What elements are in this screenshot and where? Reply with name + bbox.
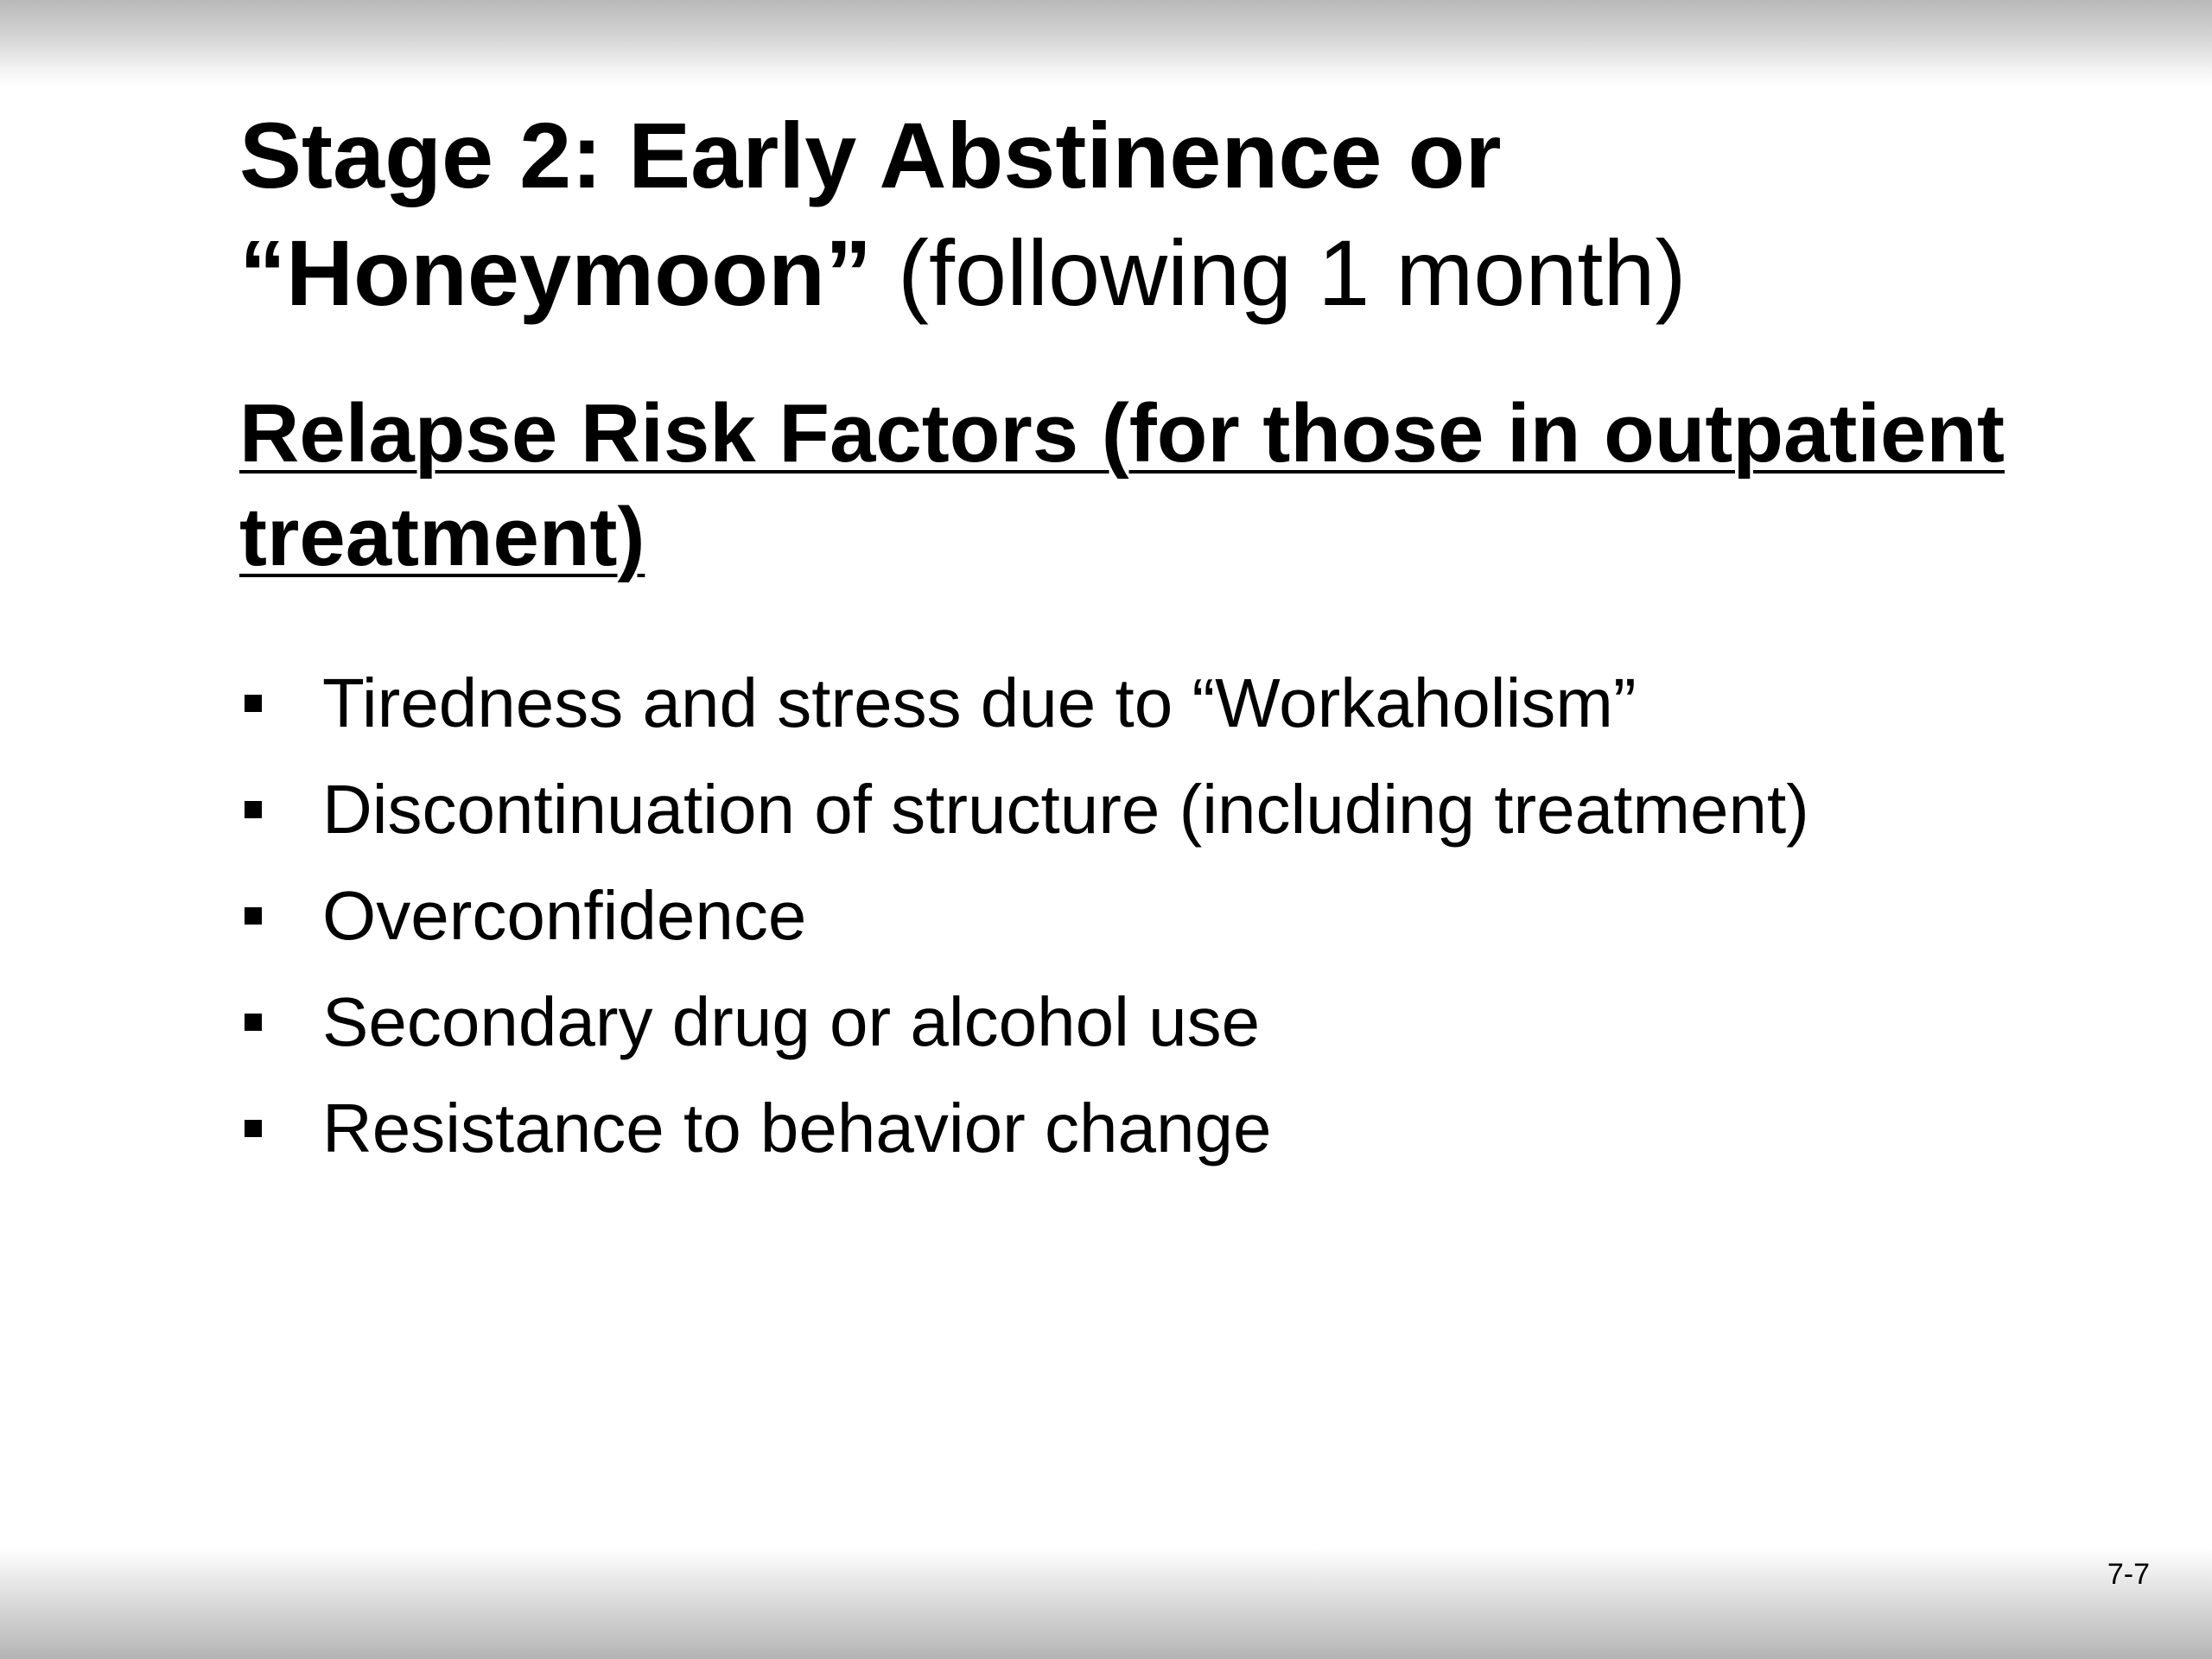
square-bullet-icon — [245, 1120, 262, 1137]
square-bullet-icon — [245, 695, 262, 712]
bullet-item — [239, 1075, 2054, 1181]
bullet-item — [239, 756, 2054, 862]
slide-title-bold: Stage 2: Early Abstinence or “Honeymoon” — [239, 103, 1502, 325]
bullet-text: Overconfidence — [322, 877, 807, 954]
square-bullet-icon — [245, 1014, 262, 1031]
top-gradient-band — [0, 0, 2212, 86]
slide-title-normal: (following 1 month) — [898, 220, 1687, 325]
bullet-text: Secondary drug or alcohol use — [322, 983, 1261, 1060]
slide-subtitle: Relapse Risk Factors (for those in outpatient treatment) — [239, 387, 2005, 583]
bullet-item — [239, 969, 2054, 1075]
square-bullet-icon — [245, 907, 262, 925]
bullet-text: Tiredness and stress due to “Workaholism” — [322, 664, 1637, 741]
bottom-gradient-band — [0, 1547, 2212, 1659]
bullet-text: Resistance to behavior change — [322, 1090, 1272, 1166]
bullet-item — [239, 650, 2054, 756]
bullet-text: Discontinuation of structure (including treatment) — [322, 771, 1809, 848]
slide-title — [239, 97, 2054, 332]
bullet-item — [239, 862, 2054, 969]
square-bullet-icon — [245, 801, 262, 818]
page-number: 7-7 — [2107, 1558, 2150, 1591]
bullet-list — [239, 650, 2054, 1181]
